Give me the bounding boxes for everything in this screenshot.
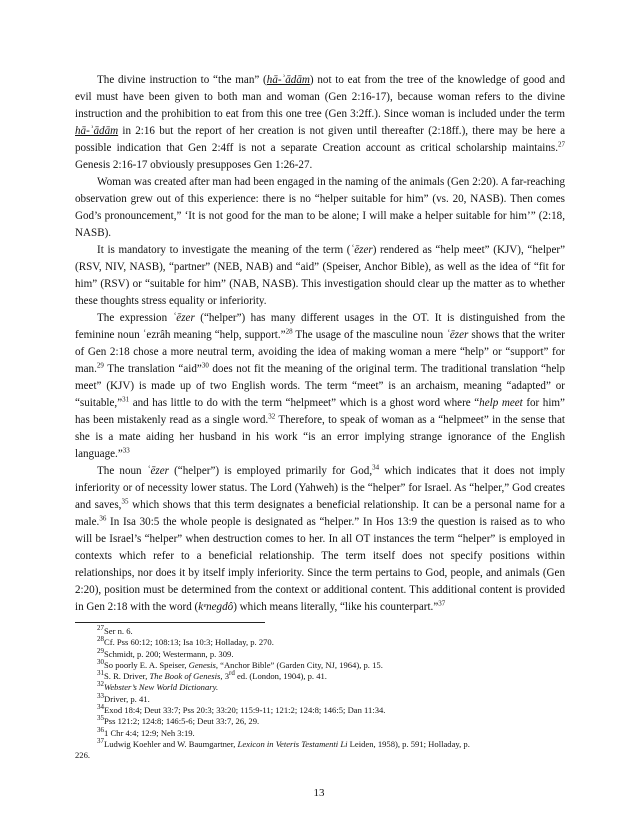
- text-run: , 3: [220, 671, 229, 682]
- footnote: [75, 646, 565, 660]
- italic-term: kᵉnegdô: [198, 601, 234, 613]
- text-run: which indicates that it does not imply inferiority or of necessity lower status. The Lord (Yahweh) is the “helper” for Israel. As “helper,” God creates and saves,: [75, 465, 565, 511]
- text-run: Ser n. 6.: [104, 626, 133, 636]
- footnote-ref: 27: [558, 140, 565, 149]
- text-run: Genesis 2:16-17 obviously presupposes Gen 1:26-27.: [75, 159, 313, 171]
- footnote-ref: 35: [121, 497, 129, 506]
- text-run: Ludwig Koehler and W. Baumgartner,: [104, 738, 238, 749]
- text-run: The divine instruction to “the man” (: [97, 74, 267, 86]
- footnote-separator: [75, 622, 265, 623]
- footnote-ref: 27: [97, 624, 104, 633]
- text-run: Pss 121:2; 124:8; 146:5-6; Deut 33:7, 26, 29.: [104, 716, 260, 727]
- text-run: Therefore, to speak of woman as a “helpmeet” in the sense that she is a mate aiding her husband in his work “is an error implying strange ignorance of the English language.”: [75, 414, 565, 460]
- footnote-ref: 34: [372, 463, 380, 472]
- text-run: The usage of the masculine noun: [292, 329, 447, 341]
- footnote: [75, 626, 565, 637]
- text-run: which shows that this term designates a beneficial relationship. It can be a personal name for a male.: [75, 499, 565, 528]
- footnote-ref: 36: [99, 514, 107, 523]
- text-run: The expression: [97, 312, 173, 324]
- paragraph: [75, 242, 565, 310]
- footnote-ref: 32: [97, 680, 104, 689]
- text-run: for him” has been mistakenly read as a single word.: [75, 397, 565, 426]
- text-run: does not fit the meaning of the original term. The traditional translation “help meet” (KJV) is made up of two English words. The term “meet” is an archaism, meaning “adapted” or “suitable,”: [75, 363, 565, 409]
- body-text: [75, 72, 565, 616]
- footnote: [75, 691, 565, 705]
- paragraph: [75, 310, 565, 463]
- footnote-ref: 30: [201, 361, 209, 370]
- footnote: [75, 716, 565, 727]
- text-run: ) which means literally, “like his counterpart.”: [233, 601, 439, 613]
- footnote-ref: 32: [268, 412, 276, 421]
- text-run: Driver, p. 41.: [104, 693, 150, 704]
- text-run: shows that the writer of Gen 2:18 chose a more neutral term, avoiding the idea of making woman a mere “help” or “support” for man.: [75, 329, 565, 375]
- text-run: S. R. Driver,: [104, 671, 150, 682]
- footnote: [75, 637, 565, 648]
- text-run: Exod 18:4; Deut 33:7; Pss 20:3; 33:20; 115:9-11; 121:2; 124:8; 146:5; Dan 11:34.: [104, 705, 386, 716]
- text-run: , “Anchor Bible” (Garden City, NJ, 1964), p. 15.: [215, 659, 383, 670]
- italic-term: Genesis: [188, 659, 216, 670]
- text-run: The translation “aid”: [103, 363, 202, 375]
- paragraph: [75, 174, 565, 242]
- text-run: Leiden, 1958), p. 591; Holladay, p.: [347, 738, 470, 749]
- footnote-continuation: 226.: [75, 750, 91, 761]
- footnote-ref: 28: [97, 635, 104, 644]
- text-run: ) rendered as “help meet” (KJV), “helper” (RSV, NIV, NASB), “partner” (NEB, NAB) and “aid” (Speiser, Anchor Bible), as well as the idea of “fit for him” (RSV) or “suitable for him” (NAB, NASB). This investigation should clear up the matter as to whether these thoughts stress equality or inferiority.: [75, 244, 565, 307]
- footnote: [75, 705, 565, 716]
- text-run: Woman was created after man had been engaged in the naming of the animals (Gen 2:20). A far-reaching observation grew out of this experience: there is no “helper suitable for him” (vs. 20, NASB). Then comes God’s pronouncement,” ‘It is not good for the man to be alone; I will make a helper suitable for him’” (2:18, NASB).: [75, 176, 565, 239]
- footnote-ref: 28: [285, 327, 293, 336]
- text-run: (“helper”) is employed primarily for God,: [168, 465, 373, 477]
- footnote-ref: 34: [97, 703, 104, 712]
- page-number: 13: [313, 787, 325, 799]
- text-run: So poorly E. A. Speiser,: [104, 659, 189, 670]
- italic-term: ʿēzer: [350, 244, 373, 256]
- paragraph: [75, 72, 565, 174]
- footnote: [75, 671, 565, 682]
- italic-term: Lexicon in Veteris Testamenti Li: [237, 738, 348, 749]
- text-run: Schmidt, p. 200; Westermann, p. 309.: [104, 648, 234, 659]
- footnote-ref: 36: [97, 725, 104, 734]
- italic-term: Webster’s New World Dictionary.: [104, 682, 219, 693]
- paragraph: [75, 463, 565, 616]
- text-run: in 2:16 but the report of her creation is not given until thereafter (2:18ff.), there may be here a possible indication that Gen 2:4ff is not a separate Creation account as critical scholarship maintains.: [75, 125, 565, 154]
- italic-term: ʿēzer: [446, 329, 469, 341]
- footnote: [75, 682, 565, 693]
- footnote-ref: 29: [96, 361, 104, 370]
- italic-term: help meet: [479, 397, 523, 409]
- footnote-ref: 37: [438, 599, 446, 608]
- footnote-ref: 33: [97, 691, 104, 700]
- footnote-ref: 31: [122, 395, 130, 404]
- italic-term: hā-ʾādām: [266, 74, 310, 86]
- italic-term: hā-ʾādām: [75, 125, 119, 137]
- text-run: In Isa 30:5 the whole people is designated as “helper.” In Hos 13:9 the question is raised as to who will be Israel’s “helper” when destruction comes to her. In all OT instances the term “helper” is employed in contexts which refer to a beneficial relationship. The term itself does not specify positions within relationships, nor does it by itself imply inferiority. Since the term pertains to God, people, and animals (Gen 2:20), position must be determined from the context or additional content. This additional content is provided in Gen 2:18 with the word (: [75, 516, 565, 613]
- footnotes: [75, 626, 565, 762]
- footnote-ref: 29: [97, 646, 104, 655]
- footnote: [75, 739, 565, 750]
- footnote-ref: 31: [97, 669, 104, 678]
- footnote-ref: rd: [228, 669, 235, 678]
- footnote: [75, 660, 565, 671]
- text-run: (“helper”) has many different usages in the OT. It is distinguished from the feminine noun ʿezrâh meaning “help, support.”: [75, 312, 566, 341]
- italic-term: ʿēzer: [172, 312, 195, 324]
- italic-term: ʿēzer: [146, 465, 169, 477]
- footnote-ref: 35: [97, 714, 104, 723]
- text-run: Cf. Pss 60:12; 108:13; Isa 10:3; Holladay, p. 270.: [104, 637, 274, 648]
- italic-term: The Book of Genesis: [149, 671, 221, 682]
- text-run: 1 Chr 4:4; 12:9; Neh 3:19.: [104, 727, 195, 738]
- text-run: ) not to eat from the tree of the knowledge of good and evil must have been given to both man and woman (Gen 2:16-17), because woman refers to the divine instruction and the prohibition to eat from this one tree (Gen 3:2ff.). Since woman is included under the term: [75, 74, 565, 120]
- footnote-ref: 33: [122, 446, 130, 455]
- footnote-ref: 37: [97, 737, 104, 746]
- text-run: The noun: [97, 465, 147, 477]
- footnote-ref: 30: [97, 658, 104, 667]
- footnote: [75, 725, 565, 739]
- text-run: ed. (London, 1904), p. 41.: [234, 671, 327, 682]
- text-run: It is mandatory to investigate the meaning of the term (: [97, 244, 351, 256]
- text-run: and has little to do with the term “helpmeet” which is a ghost word where “: [129, 397, 480, 409]
